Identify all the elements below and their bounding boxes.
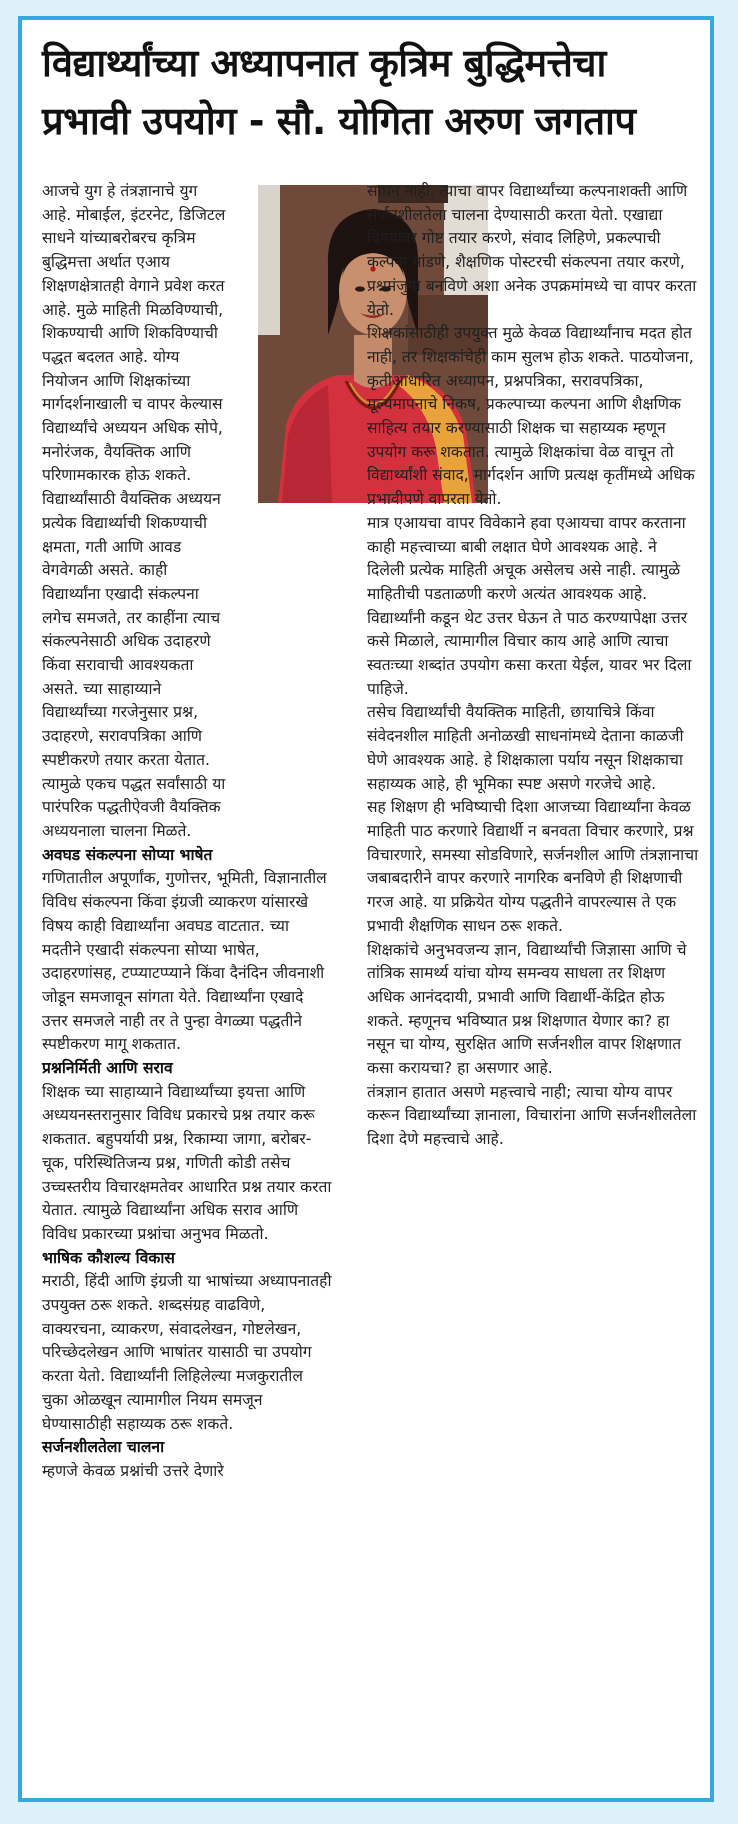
paragraph: मात्र एआयचा वापर विवेकाने हवा एआयचा वापर करताना काही महत्त्वाच्या बाबी लक्षात घेणे आवश्यक आहे. ने दिलेली प्रत्येक माहिती अचूक असेलच असे नाही. त्यामुळे माहितीची पडताळणी करणे अत्यंत आवश्यक आहे. विद्यार्थ्यांनी कडून थेट उत्तर घेऊन ते पाठ करण्यापेक्षा उत्तर कसे मिळाले, त्यामागील विचार काय आहे आणि त्याचा स्वतःच्या शब्दांत उपयोग कसा करता येईल, यावर भर दिला पाहिजे.: [367, 513, 692, 698]
paragraph: तसेच विद्यार्थ्यांची वैयक्तिक माहिती, छायाचित्रे किंवा संवेदनशील माहिती अनोळखी साधनांमध्ये देताना काळजी घेणे आवश्यक आहे. हे शिक्षकाला पर्याय नसून शिक्षकाचा सहाय्यक आहे, ही भूमिका स्पष्ट असणे गरजेचे आहे.: [367, 703, 684, 793]
right-column: [367, 180, 699, 1152]
paragraph: आजचे युग हे तंत्रज्ञानाचे युग आहे. मोबाईल, इंटरनेट, डिजिटल साधने यांच्याबरोबरच कृत्रिम बुद्धिमत्ता अर्थात एआय शिक्षणक्षेत्रातही वेगाने प्रवेश करत आहे. मुळे माहिती मिळविण्याची, शिकण्याची आणि शिकविण्याची पद्धत बदलत आहे. योग्य नियोजन आणि शिक्षकांच्या मार्गदर्शनाखाली च वापर केल्यास विद्यार्थ्यांचे अध्ययन अधिक सोपे, मनोरंजक, वैयक्तिक आणि परिणामकारक होऊ शकते.: [42, 182, 226, 485]
article-frame: [18, 16, 714, 1802]
section-heading: प्रश्ननिर्मिती आणि सराव: [42, 1059, 173, 1078]
section-heading: सर्जनशीलतेला चालना: [42, 1438, 165, 1457]
paragraph: तंत्रज्ञान हातात असणे महत्त्वाचे नाही; त्याचा योग्य वापर करून विद्यार्थ्यांच्या ज्ञानाला, विचारांना आणि सर्जनशीलतेला दिशा देणे महत्त्वाचे आहे.: [367, 1082, 697, 1149]
section-heading: अवघड संकल्पना सोप्या भाषेत: [42, 845, 213, 864]
paragraph: शिक्षकांसाठीही उपयुक्त मुळे केवळ विद्यार्थ्यांनाच मदत होत नाही, तर शिक्षकांचेही काम सुलभ होऊ शकते. पाठयोजना, कृतीआधारित अध्यापन, प्रश्नपत्रिका, सरावपत्रिका, मूल्यमापनाचे निकष, प्रकल्पाच्या कल्पना आणि शैक्षणिक साहित्य तयार करण्यासाठी शिक्षक चा सहाय्यक म्हणून उपयोग करू शकतात. त्यामुळे शिक्षकांचा वेळ वाचून तो विद्यार्थ्यांशी संवाद, मार्गदर्शन आणि प्रत्यक्ष कृतींमध्ये अधिक प्रभावीपणे वापरता येतो.: [367, 324, 695, 509]
headline: विद्यार्थ्यांच्या अध्यापनात कृत्रिम बुद्धिमत्तेचा प्रभावी उपयोग - सौ. योगिता अरुण जगताप: [42, 41, 636, 143]
section-heading: भाषिक कौशल्य विकास: [42, 1248, 175, 1267]
paragraph: सह शिक्षण ही भविष्याची दिशा आजच्या विद्यार्थ्यांना केवळ माहिती पाठ करणारे विद्यार्थी न बनवता विचार करणारे, प्रश्न विचारणारे, समस्या सोडविणारे, सर्जनशील आणि तंत्रज्ञानाचा जबाबदारीने वापर करणारे नागरिक बनविणे ही शिक्षणाची गरज आहे. या प्रक्रियेत योग्य पद्धतीने वापरल्यास ते एक प्रभावी शैक्षणिक साधन ठरू शकते.: [367, 798, 699, 935]
paragraph: म्हणजे केवळ प्रश्नांची उत्तरे देणारे: [42, 1461, 224, 1480]
paragraph: विद्यार्थ्यांसाठी वैयक्तिक अध्ययन प्रत्येक विद्यार्थ्याची शिकण्याची क्षमता, गती आणि आवड वेगवेगळी असते. काही विद्यार्थ्यांना एखादी संकल्पना लगेच समजते, तर काहींना त्याच संकल्पनेसाठी अधिक उदाहरणे किंवा सरावाची आवश्यकता असते. च्या साहाय्याने विद्यार्थ्यांच्या गरजेनुसार प्रश्न, उदाहरणे, सरावपत्रिका आणि स्पष्टीकरणे तयार करता येतात. त्यामुळे एकच पद्धत सर्वांसाठी या पारंपरिक पद्धतीऐवजी वैयक्तिक अध्ययनाला चालना मिळते.: [42, 490, 226, 840]
paragraph: गणितातील अपूर्णांक, गुणोत्तर, भूमिती, विज्ञानातील विविध संकल्पना किंवा इंग्रजी व्याकरण यांसारखे विषय काही विद्यार्थ्यांना अवघड वाटतात. च्या मदतीने एखादी संकल्पना सोप्या भाषेत, उदाहरणांसह, टप्प्याटप्प्याने किंवा दैनंदिन जीवनाशी जोडून समजावून सांगता येते. विद्यार्थ्यांना एखादे उत्तर समजले नाही तर ते पुन्हा वेगळ्या पद्धतीने स्पष्टीकरण मागू शकतात.: [42, 869, 327, 1054]
paragraph: शिक्षकांचे अनुभवजन्य ज्ञान, विद्यार्थ्यांची जिज्ञासा आणि चे तांत्रिक सामर्थ्य यांचा योग्य समन्वय साधला तर शिक्षण अधिक आनंददायी, प्रभावी आणि विद्यार्थी-केंद्रित होऊ शकते. म्हणूनच भविष्यात प्रश्न शिक्षणात येणार का? हा नसून चा योग्य, सुरक्षित आणि सर्जनशील वापर शिक्षणात कसा करायचा? हा असणार आहे.: [367, 940, 687, 1078]
paragraph: मराठी, हिंदी आणि इंग्रजी या भाषांच्या अध्यापनातही उपयुक्त ठरू शकते. शब्दसंग्रह वाढविणे, वाक्यरचना, व्याकरण, संवादलेखन, गोष्टलेखन, परिच्छेदलेखन आणि भाषांतर यासाठी चा उपयोग करता येतो. विद्यार्थ्यांनी लिहिलेल्या मजकुरातील चुका ओळखून त्यामागील नियम समजून घेण्यासाठीही सहाय्यक ठरू शकते.: [42, 1272, 332, 1433]
paragraph: शिक्षक च्या साहाय्याने विद्यार्थ्यांच्या इयत्ता आणि अध्ययनस्तरानुसार विविध प्रकारचे प्रश्न तयार करू शकतात. बहुपर्यायी प्रश्न, रिकाम्या जागा, बरोबर-चूक, परिस्थितिजन्य प्रश्न, गणिती कोडी तसेच उच्चस्तरीय विचारक्षमतेवर आधारित प्रश्न तयार करता येतात. त्यामुळे विद्यार्थ्यांना अधिक सराव आणि विविध प्रकारच्या प्रश्नांचा अनुभव मिळतो.: [42, 1082, 332, 1243]
paragraph: साधन नाही. त्याचा वापर विद्यार्थ्यांच्या कल्पनाशक्ती आणि सर्जनशीलतेला चालना देण्यासाठी करता येतो. एखाद्या विषयावर गोष्ट तयार करणे, संवाद लिहिणे, प्रकल्पाची कल्पना मांडणे, शैक्षणिक पोस्टरची संकल्पना तयार करणे, प्रश्नमंजुषा बनविणे अशा अनेक उपक्रमांमध्ये चा वापर करता येतो.: [367, 182, 697, 319]
left-column: [42, 180, 332, 1484]
